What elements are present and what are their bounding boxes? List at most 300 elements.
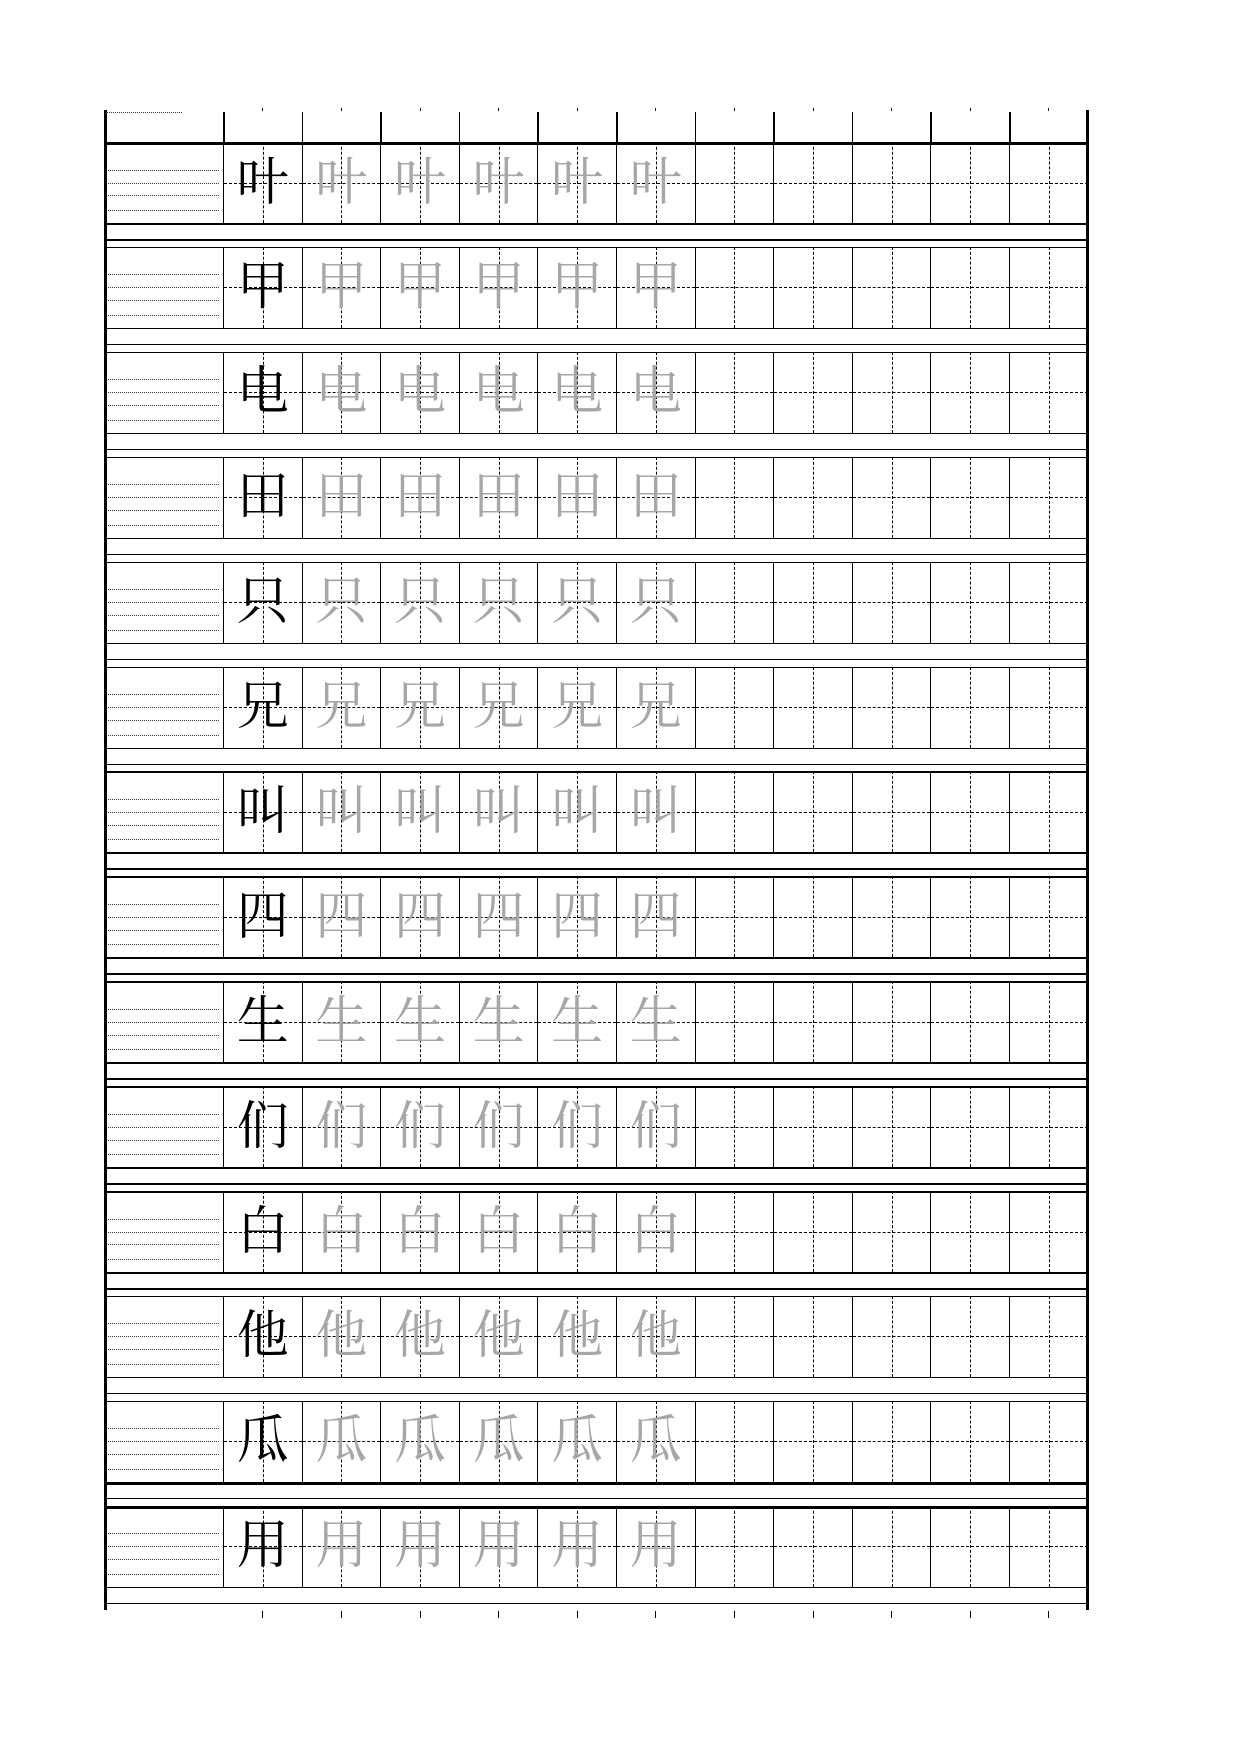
practice-cell[interactable] <box>459 1401 538 1482</box>
practice-cell[interactable] <box>1009 876 1088 957</box>
trace-character: 甲 <box>393 257 446 318</box>
trace-character: 电 <box>315 362 368 423</box>
row-bottom-rule <box>104 957 1086 959</box>
practice-cell[interactable] <box>380 1086 459 1167</box>
practice-cell[interactable] <box>616 562 695 643</box>
practice-cell[interactable] <box>695 457 774 538</box>
trace-character: 用 <box>551 1516 604 1577</box>
name-write-line <box>108 420 219 421</box>
practice-cell[interactable] <box>1009 562 1088 643</box>
practice-cell[interactable] <box>459 1191 538 1272</box>
bottom-center-tick <box>813 1611 814 1618</box>
practice-cell[interactable] <box>380 1506 459 1587</box>
practice-cell[interactable] <box>852 457 931 538</box>
practice-cell[interactable] <box>930 352 1009 433</box>
practice-cell[interactable] <box>773 352 852 433</box>
guide-vertical <box>892 667 893 748</box>
guide-vertical <box>970 247 971 328</box>
trace-character: 兄 <box>393 677 446 737</box>
practice-cell[interactable] <box>459 142 538 223</box>
practice-cell[interactable] <box>537 352 616 433</box>
top-center-tick <box>970 108 971 111</box>
practice-cell[interactable] <box>537 142 616 223</box>
practice-cell[interactable] <box>616 1191 695 1272</box>
practice-cell[interactable] <box>380 1191 459 1272</box>
guide-vertical <box>970 1296 971 1377</box>
practice-cell[interactable] <box>380 247 459 328</box>
name-write-line <box>108 1219 219 1220</box>
right-border <box>1086 110 1089 1610</box>
row-bottom-rule <box>104 643 1086 645</box>
trace-character: 电 <box>629 362 682 423</box>
name-write-line <box>108 630 219 631</box>
practice-cell[interactable] <box>380 1401 459 1482</box>
name-write-line <box>108 392 219 393</box>
practice-cell[interactable] <box>380 562 459 643</box>
practice-cell[interactable] <box>302 1086 381 1167</box>
trace-character: 叫 <box>629 781 682 842</box>
practice-cell[interactable] <box>930 562 1009 643</box>
practice-cell[interactable] <box>459 247 538 328</box>
practice-cell[interactable] <box>930 981 1009 1062</box>
practice-cell[interactable] <box>852 1506 931 1587</box>
name-write-line <box>108 799 219 800</box>
name-write-line <box>108 1244 219 1245</box>
practice-cell[interactable] <box>1009 352 1088 433</box>
practice-cell[interactable] <box>459 1086 538 1167</box>
trace-character: 用 <box>315 1516 368 1577</box>
bottom-center-tick <box>262 1611 263 1618</box>
top-center-tick <box>577 108 578 111</box>
practice-cell[interactable] <box>302 981 381 1062</box>
trace-character: 生 <box>472 991 525 1052</box>
practice-cell[interactable] <box>930 1296 1009 1377</box>
practice-cell[interactable] <box>459 562 538 643</box>
practice-cell[interactable] <box>302 247 381 328</box>
model-cell[interactable] <box>223 1086 302 1167</box>
guide-vertical <box>892 1191 893 1272</box>
trace-character: 叶 <box>472 152 525 213</box>
practice-cell[interactable] <box>537 562 616 643</box>
bottom-center-tick <box>341 1611 342 1618</box>
guide-vertical <box>892 876 893 957</box>
trace-character: 兄 <box>472 677 525 737</box>
row-gap-rule <box>104 659 1086 661</box>
trace-character: 他 <box>393 1306 446 1367</box>
practice-cell[interactable] <box>852 562 931 643</box>
trace-character: 甲 <box>315 257 368 318</box>
practice-cell[interactable] <box>302 142 381 223</box>
name-write-line <box>108 379 219 380</box>
model-character: 用 <box>236 1516 289 1577</box>
name-write-line <box>108 1154 219 1155</box>
guide-vertical <box>813 247 814 328</box>
name-write-line <box>108 1049 219 1050</box>
guide-vertical <box>734 667 735 748</box>
practice-cell[interactable] <box>930 667 1009 748</box>
row-bottom-rule <box>104 433 1086 435</box>
model-cell[interactable] <box>223 1401 302 1482</box>
practice-cell[interactable] <box>773 1296 852 1377</box>
name-write-line <box>108 825 219 826</box>
practice-cell[interactable] <box>302 457 381 538</box>
top-column-rule <box>695 112 697 142</box>
practice-cell[interactable] <box>380 876 459 957</box>
practice-cell[interactable] <box>1009 1296 1088 1377</box>
practice-cell[interactable] <box>773 876 852 957</box>
row-gap-rule <box>104 1393 1086 1395</box>
name-write-line <box>108 484 219 485</box>
practice-cell[interactable] <box>695 142 774 223</box>
practice-cell[interactable] <box>695 1506 774 1587</box>
practice-cell[interactable] <box>537 876 616 957</box>
practice-cell[interactable] <box>616 1296 695 1377</box>
name-write-line <box>108 707 219 708</box>
practice-cell[interactable] <box>852 771 931 852</box>
practice-cell[interactable] <box>459 667 538 748</box>
practice-cell[interactable] <box>773 1506 852 1587</box>
practice-cell[interactable] <box>1009 1086 1088 1167</box>
practice-cell[interactable] <box>852 352 931 433</box>
name-write-line <box>108 195 219 196</box>
trace-character: 田 <box>472 467 525 528</box>
row-gap-rule <box>104 764 1086 766</box>
model-character: 兄 <box>236 677 289 737</box>
practice-cell[interactable] <box>459 1296 538 1377</box>
practice-cell[interactable] <box>616 457 695 538</box>
name-write-line <box>108 497 219 498</box>
trace-character: 田 <box>551 467 604 528</box>
trace-character: 只 <box>551 572 604 633</box>
trace-character: 叶 <box>629 152 682 213</box>
trace-character: 田 <box>393 467 446 528</box>
practice-cell[interactable] <box>852 876 931 957</box>
practice-cell[interactable] <box>852 1191 931 1272</box>
practice-cell[interactable] <box>537 981 616 1062</box>
trace-character: 叶 <box>393 152 446 213</box>
practice-cell[interactable] <box>302 667 381 748</box>
grid-right-rule <box>1088 771 1090 852</box>
practice-cell[interactable] <box>616 667 695 748</box>
top-center-tick <box>655 108 656 111</box>
row-gap-rule <box>104 1078 1086 1080</box>
practice-cell[interactable] <box>537 1506 616 1587</box>
practice-cell[interactable] <box>695 876 774 957</box>
practice-cell[interactable] <box>537 457 616 538</box>
row-gap-rule <box>104 554 1086 556</box>
practice-cell[interactable] <box>930 1401 1009 1482</box>
name-write-line <box>108 1574 219 1575</box>
practice-cell[interactable] <box>773 562 852 643</box>
practice-cell[interactable] <box>302 876 381 957</box>
practice-cell[interactable] <box>930 247 1009 328</box>
row-gap-rule <box>104 973 1086 975</box>
trace-character: 用 <box>393 1516 446 1577</box>
practice-cell[interactable] <box>537 1191 616 1272</box>
practice-cell[interactable] <box>616 981 695 1062</box>
practice-cell[interactable] <box>537 1296 616 1377</box>
top-column-rule <box>852 112 854 142</box>
name-write-line <box>108 525 219 526</box>
model-cell[interactable] <box>223 562 302 643</box>
model-cell[interactable] <box>223 1296 302 1377</box>
practice-cell[interactable] <box>1009 667 1088 748</box>
trace-character: 田 <box>629 467 682 528</box>
practice-cell[interactable] <box>930 771 1009 852</box>
practice-cell[interactable] <box>302 1191 381 1272</box>
practice-cell[interactable] <box>773 247 852 328</box>
name-write-line <box>108 1441 219 1442</box>
guide-vertical <box>813 876 814 957</box>
practice-cell[interactable] <box>537 1086 616 1167</box>
practice-cell[interactable] <box>380 457 459 538</box>
guide-vertical <box>970 667 971 748</box>
practice-cell[interactable] <box>1009 771 1088 852</box>
practice-cell[interactable] <box>773 667 852 748</box>
model-cell[interactable] <box>223 667 302 748</box>
practice-cell[interactable] <box>459 457 538 538</box>
practice-cell[interactable] <box>695 1086 774 1167</box>
practice-cell[interactable] <box>1009 981 1088 1062</box>
guide-vertical <box>970 981 971 1062</box>
practice-cell[interactable] <box>537 1401 616 1482</box>
trace-character: 他 <box>315 1306 368 1367</box>
practice-cell[interactable] <box>380 981 459 1062</box>
practice-cell[interactable] <box>1009 247 1088 328</box>
name-write-line <box>108 1364 219 1365</box>
name-write-line <box>108 1259 219 1260</box>
grid-right-rule <box>1088 981 1090 1062</box>
practice-cell[interactable] <box>773 1401 852 1482</box>
name-write-line <box>108 405 219 406</box>
row-bottom-rule <box>104 852 1086 854</box>
trace-character: 四 <box>551 886 604 947</box>
name-write-line <box>108 315 219 316</box>
practice-cell[interactable] <box>616 1086 695 1167</box>
practice-cell[interactable] <box>1009 142 1088 223</box>
guide-vertical <box>734 876 735 957</box>
row-bottom-rule <box>104 1587 1086 1589</box>
practice-cell[interactable] <box>930 457 1009 538</box>
trace-character: 生 <box>551 991 604 1052</box>
model-cell[interactable] <box>223 981 302 1062</box>
name-write-line <box>108 1232 219 1233</box>
trace-character: 他 <box>472 1306 525 1367</box>
grid-right-rule <box>1088 876 1090 957</box>
practice-cell[interactable] <box>616 1401 695 1482</box>
grid-right-rule <box>1088 457 1090 538</box>
practice-cell[interactable] <box>773 771 852 852</box>
practice-cell[interactable] <box>1009 457 1088 538</box>
practice-cell[interactable] <box>616 771 695 852</box>
bottom-center-tick <box>577 1611 578 1618</box>
practice-cell[interactable] <box>459 876 538 957</box>
trace-character: 瓜 <box>551 1411 604 1472</box>
guide-vertical <box>813 1296 814 1377</box>
model-cell[interactable] <box>223 142 302 223</box>
practice-cell[interactable] <box>695 562 774 643</box>
practice-cell[interactable] <box>302 1296 381 1377</box>
model-character: 他 <box>236 1306 289 1367</box>
left-border <box>104 110 107 1610</box>
guide-vertical <box>892 771 893 852</box>
practice-cell[interactable] <box>852 247 931 328</box>
practice-cell[interactable] <box>616 142 695 223</box>
practice-cell[interactable] <box>616 876 695 957</box>
bottom-center-tick <box>1048 1611 1049 1618</box>
guide-vertical <box>1049 352 1050 433</box>
row-gap-rule <box>104 449 1086 451</box>
practice-cell[interactable] <box>1009 1191 1088 1272</box>
practice-cell[interactable] <box>852 142 931 223</box>
practice-cell[interactable] <box>852 1401 931 1482</box>
practice-cell[interactable] <box>302 352 381 433</box>
name-write-line <box>108 183 219 184</box>
name-write-line <box>108 589 219 590</box>
bottom-center-tick <box>970 1611 971 1618</box>
practice-cell[interactable] <box>695 981 774 1062</box>
trace-character: 他 <box>551 1306 604 1367</box>
practice-cell[interactable] <box>302 771 381 852</box>
practice-cell[interactable] <box>773 1191 852 1272</box>
practice-cell[interactable] <box>695 667 774 748</box>
practice-cell[interactable] <box>773 981 852 1062</box>
guide-vertical <box>892 142 893 223</box>
name-write-line <box>108 1559 219 1560</box>
guide-vertical <box>1049 876 1050 957</box>
practice-cell[interactable] <box>380 1296 459 1377</box>
practice-cell[interactable] <box>380 142 459 223</box>
top-center-tick <box>341 108 342 111</box>
trace-character: 四 <box>393 886 446 947</box>
practice-cell[interactable] <box>380 667 459 748</box>
trace-character: 甲 <box>551 257 604 318</box>
model-cell[interactable] <box>223 352 302 433</box>
practice-cell[interactable] <box>459 352 538 433</box>
guide-vertical <box>892 1506 893 1587</box>
practice-cell[interactable] <box>459 771 538 852</box>
practice-cell[interactable] <box>852 667 931 748</box>
practice-cell[interactable] <box>459 981 538 1062</box>
practice-cell[interactable] <box>302 1506 381 1587</box>
guide-vertical <box>813 1506 814 1587</box>
practice-cell[interactable] <box>930 1506 1009 1587</box>
row-gap-rule <box>104 1288 1086 1290</box>
practice-cell[interactable] <box>380 352 459 433</box>
name-write-line <box>108 1035 219 1036</box>
name-write-line <box>108 1469 219 1470</box>
guide-vertical <box>813 352 814 433</box>
name-write-line <box>108 1127 219 1128</box>
row-gap-rule <box>104 868 1086 870</box>
practice-cell[interactable] <box>930 1191 1009 1272</box>
practice-cell[interactable] <box>616 247 695 328</box>
trace-character: 只 <box>472 572 525 633</box>
bottom-center-tick <box>420 1611 421 1618</box>
model-character: 白 <box>236 1201 289 1262</box>
trace-character: 用 <box>629 1516 682 1577</box>
guide-vertical <box>1049 667 1050 748</box>
name-write-line <box>108 1428 219 1429</box>
practice-cell[interactable] <box>1009 1401 1088 1482</box>
trace-character: 叫 <box>551 781 604 842</box>
trace-character: 白 <box>472 1201 525 1262</box>
bottom-gap-rule <box>104 1603 1086 1605</box>
model-cell[interactable] <box>223 876 302 957</box>
practice-cell[interactable] <box>852 1086 931 1167</box>
practice-cell[interactable] <box>380 771 459 852</box>
trace-character: 们 <box>472 1096 525 1157</box>
name-write-line <box>108 615 219 616</box>
practice-cell[interactable] <box>852 981 931 1062</box>
name-write-line <box>108 812 219 813</box>
bottom-center-tick <box>734 1611 735 1618</box>
practice-cell[interactable] <box>537 667 616 748</box>
top-column-rule <box>302 112 304 142</box>
practice-cell[interactable] <box>695 352 774 433</box>
practice-cell[interactable] <box>852 1296 931 1377</box>
top-column-rule <box>1009 112 1011 142</box>
practice-cell[interactable] <box>616 1506 695 1587</box>
practice-cell[interactable] <box>537 247 616 328</box>
model-cell[interactable] <box>223 1191 302 1272</box>
practice-cell[interactable] <box>302 1401 381 1482</box>
practice-cell[interactable] <box>537 771 616 852</box>
practice-cell[interactable] <box>616 352 695 433</box>
practice-cell[interactable] <box>1009 1506 1088 1587</box>
guide-vertical <box>813 981 814 1062</box>
model-cell[interactable] <box>223 771 302 852</box>
top-column-rule <box>380 112 382 142</box>
guide-vertical <box>970 1506 971 1587</box>
row-bottom-rule <box>104 538 1086 540</box>
guide-vertical <box>1049 1191 1050 1272</box>
practice-cell[interactable] <box>695 1296 774 1377</box>
name-write-line <box>108 1009 219 1010</box>
name-write-line <box>108 602 219 603</box>
practice-cell[interactable] <box>930 1086 1009 1167</box>
practice-cell[interactable] <box>302 562 381 643</box>
practice-cell[interactable] <box>773 1086 852 1167</box>
row-gap-rule <box>104 344 1086 346</box>
practice-cell[interactable] <box>930 876 1009 957</box>
trace-character: 他 <box>629 1306 682 1367</box>
practice-cell[interactable] <box>773 457 852 538</box>
grid-right-rule <box>1088 562 1090 643</box>
grid-right-rule <box>1088 1191 1090 1272</box>
practice-cell[interactable] <box>930 142 1009 223</box>
model-cell[interactable] <box>223 247 302 328</box>
model-cell[interactable] <box>223 457 302 538</box>
practice-cell[interactable] <box>695 1401 774 1482</box>
guide-vertical <box>892 981 893 1062</box>
practice-cell[interactable] <box>695 1191 774 1272</box>
name-write-line <box>108 1336 219 1337</box>
practice-cell[interactable] <box>695 247 774 328</box>
guide-vertical <box>813 142 814 223</box>
model-character: 生 <box>236 991 289 1052</box>
trace-character: 只 <box>393 572 446 633</box>
guide-vertical <box>970 352 971 433</box>
trace-character: 兄 <box>315 677 368 737</box>
practice-cell[interactable] <box>695 771 774 852</box>
practice-cell[interactable] <box>459 1506 538 1587</box>
practice-cell[interactable] <box>773 142 852 223</box>
model-cell[interactable] <box>223 1506 302 1587</box>
name-write-line <box>108 1114 219 1115</box>
top-center-tick <box>891 108 892 111</box>
name-write-line <box>108 1140 219 1141</box>
